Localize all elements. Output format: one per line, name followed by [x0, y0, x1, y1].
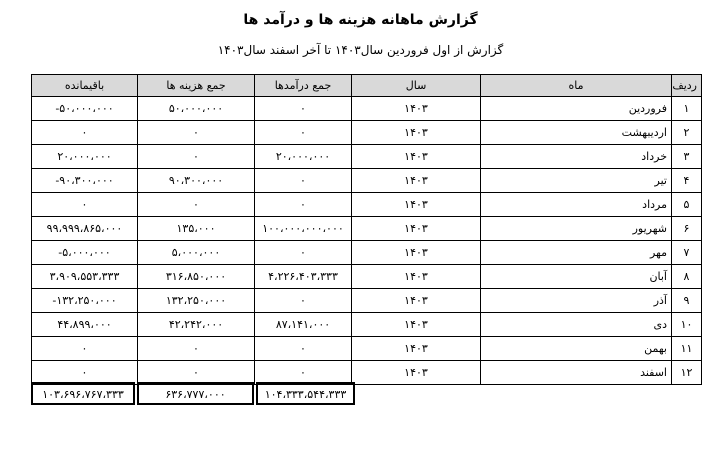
- cell-index: ۹: [672, 289, 702, 313]
- table-row: [32, 121, 702, 145]
- report-subtitle: گزارش از اول فروردین سال۱۴۰۳ تا آخر اسفند سال۱۴۰۳: [217, 43, 504, 57]
- cell-year: ۱۴۰۳: [352, 217, 481, 241]
- cell-expense: ۰: [138, 121, 255, 145]
- cell-month: مهر: [481, 241, 672, 265]
- cell-index: ۳: [672, 145, 702, 169]
- cell-expense: ۱۳۵،۰۰۰: [138, 217, 255, 241]
- total-expense: ۶۳۶،۷۷۷،۰۰۰: [137, 382, 254, 405]
- cell-expense: ۱۳۲،۲۵۰،۰۰۰: [138, 289, 255, 313]
- cell-month: بهمن: [481, 337, 672, 361]
- cell-index: ۱۲: [672, 361, 702, 385]
- cell-index: ۲: [672, 121, 702, 145]
- table-row: [32, 193, 702, 217]
- cell-income: ۰: [255, 337, 352, 361]
- table-row: [32, 265, 702, 289]
- cell-index: ۸: [672, 265, 702, 289]
- cell-balance: ۰: [32, 337, 138, 361]
- table-row: [32, 169, 702, 193]
- cell-income: ۲۰،۰۰۰،۰۰۰: [255, 145, 352, 169]
- cell-year: ۱۴۰۳: [352, 97, 481, 121]
- header-year: سال: [352, 75, 481, 97]
- cell-expense: ۳۱۶،۸۵۰،۰۰۰: [138, 265, 255, 289]
- cell-month: دی: [481, 313, 672, 337]
- cell-balance: ۰: [32, 121, 138, 145]
- cell-income: ۰: [255, 121, 352, 145]
- cell-index: ۱۱: [672, 337, 702, 361]
- cell-income: ۰: [255, 241, 352, 265]
- cell-balance: ۲۰،۰۰۰،۰۰۰: [32, 145, 138, 169]
- cell-income: ۸۷،۱۴۱،۰۰۰: [255, 313, 352, 337]
- cell-expense: ۹۰،۳۰۰،۰۰۰: [138, 169, 255, 193]
- cell-balance: -۹۰،۳۰۰،۰۰۰: [32, 169, 138, 193]
- cell-index: ۵: [672, 193, 702, 217]
- cell-balance: -۵۰،۰۰۰،۰۰۰: [32, 97, 138, 121]
- table-row: [32, 217, 702, 241]
- cell-month: آذر: [481, 289, 672, 313]
- cell-expense: ۵۰،۰۰۰،۰۰۰: [138, 97, 255, 121]
- cell-balance: -۱۳۲،۲۵۰،۰۰۰: [32, 289, 138, 313]
- cell-income: ۰: [255, 169, 352, 193]
- table-row: [32, 241, 702, 265]
- header-balance: باقیمانده: [32, 75, 138, 97]
- cell-expense: ۴۲،۲۴۲،۰۰۰: [138, 313, 255, 337]
- cell-balance: ۰: [32, 193, 138, 217]
- cell-year: ۱۴۰۳: [352, 169, 481, 193]
- cell-index: ۶: [672, 217, 702, 241]
- report-table: [31, 74, 702, 385]
- cell-balance: ۴۴،۸۹۹،۰۰۰: [32, 313, 138, 337]
- cell-month: تیر: [481, 169, 672, 193]
- cell-year: ۱۴۰۳: [352, 289, 481, 313]
- cell-index: ۱: [672, 97, 702, 121]
- cell-income: ۰: [255, 97, 352, 121]
- cell-year: ۱۴۰۳: [352, 313, 481, 337]
- cell-year: ۱۴۰۳: [352, 145, 481, 169]
- cell-month: شهریور: [481, 217, 672, 241]
- cell-income: ۱۰۰،۰۰۰،۰۰۰،۰۰۰: [255, 217, 352, 241]
- total-balance: ۱۰۳،۶۹۶،۷۶۷،۳۳۳: [31, 382, 135, 405]
- cell-income: ۰: [255, 289, 352, 313]
- cell-balance: ۹۹،۹۹۹،۸۶۵،۰۰۰: [32, 217, 138, 241]
- cell-balance: -۵،۰۰۰،۰۰۰: [32, 241, 138, 265]
- cell-expense: ۰: [138, 337, 255, 361]
- cell-expense: ۵،۰۰۰،۰۰۰: [138, 241, 255, 265]
- cell-month: مرداد: [481, 193, 672, 217]
- header-expense: جمع هزینه ها: [138, 75, 255, 97]
- table-row: [32, 145, 702, 169]
- cell-month: اردیبهشت: [481, 121, 672, 145]
- cell-month: خرداد: [481, 145, 672, 169]
- table-row: [32, 313, 702, 337]
- cell-income: ۰: [255, 361, 352, 385]
- header-row: [32, 75, 702, 97]
- cell-year: ۱۴۰۳: [352, 337, 481, 361]
- cell-expense: ۰: [138, 193, 255, 217]
- cell-year: ۱۴۰۳: [352, 361, 481, 385]
- cell-expense: ۰: [138, 361, 255, 385]
- cell-expense: ۰: [138, 145, 255, 169]
- header-month: ماه: [481, 75, 672, 97]
- table-row: [32, 97, 702, 121]
- cell-income: ۴،۲۲۶،۴۰۳،۳۳۳: [255, 265, 352, 289]
- cell-month: فروردین: [481, 97, 672, 121]
- report-title: گزارش ماهانه هزینه ها و درآمد ها: [243, 12, 478, 28]
- cell-year: ۱۴۰۳: [352, 121, 481, 145]
- cell-month: آبان: [481, 265, 672, 289]
- cell-balance: ۰: [32, 361, 138, 385]
- cell-index: ۴: [672, 169, 702, 193]
- total-income: ۱۰۴،۳۳۳،۵۴۴،۳۳۳: [256, 382, 355, 405]
- cell-year: ۱۴۰۳: [352, 241, 481, 265]
- cell-income: ۰: [255, 193, 352, 217]
- table-row: [32, 337, 702, 361]
- cell-year: ۱۴۰۳: [352, 265, 481, 289]
- table-row: [32, 289, 702, 313]
- cell-year: ۱۴۰۳: [352, 193, 481, 217]
- cell-balance: ۳،۹۰۹،۵۵۳،۳۳۳: [32, 265, 138, 289]
- header-income: جمع درآمدها: [255, 75, 352, 97]
- cell-index: ۷: [672, 241, 702, 265]
- cell-month: اسفند: [481, 361, 672, 385]
- cell-index: ۱۰: [672, 313, 702, 337]
- table-row: [32, 361, 702, 385]
- header-index: ردیف: [672, 75, 702, 97]
